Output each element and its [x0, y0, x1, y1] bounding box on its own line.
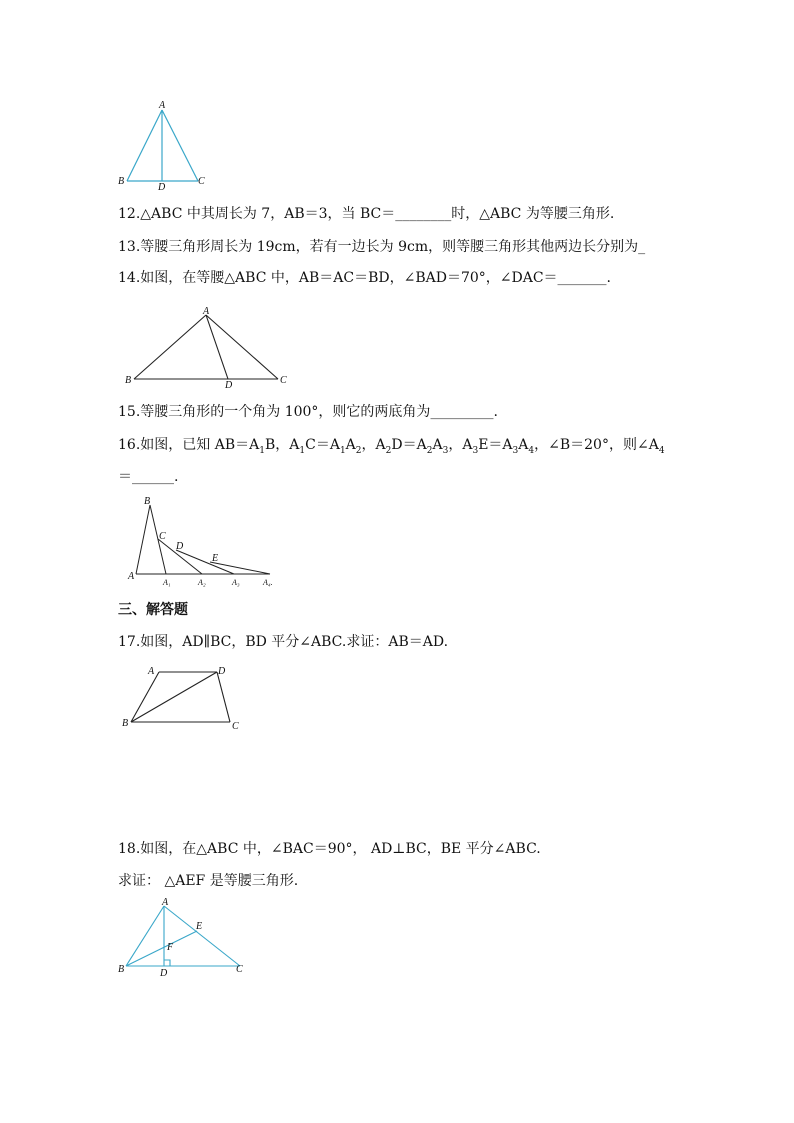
label-D: D [158, 182, 166, 193]
answer-blank: ______ [132, 469, 174, 485]
label-E: E [212, 553, 219, 564]
question-13: 13.等腰三角形周长为 19cm，若有一边长为 9cm，则等腰三角形其他两边长分别为_ [118, 239, 646, 255]
label-A: A [148, 666, 155, 677]
figure-18-right-triangle [118, 896, 253, 980]
label-A: A [128, 571, 135, 582]
label-D: D [176, 541, 184, 552]
label-B: B [144, 496, 151, 507]
label-C: C [159, 531, 166, 542]
question-14: 14.如图，在等腰△ABC 中，AB＝AC＝BD，∠BAD＝70°，∠DAC＝_______. [118, 270, 611, 286]
label-B: B [118, 176, 125, 187]
label-A3: A₃ [232, 578, 240, 587]
question-18-line1: 18.如图，在△ABC 中，∠BAC＝90°， AD⊥BC，BE 平分∠ABC. [118, 841, 541, 857]
label-B: B [125, 375, 132, 386]
label-C: C [232, 721, 239, 732]
label-D: D [225, 380, 233, 391]
figure-14-triangle [120, 305, 295, 393]
label-A: A [162, 897, 169, 908]
label-E: E [196, 921, 203, 932]
label-D: D [160, 968, 168, 979]
figure-isosceles-altitude [112, 98, 212, 192]
label-A2: A₂ [198, 578, 206, 587]
question-18-line2: 求证： △AEF 是等腰三角形. [118, 873, 299, 889]
label-B: B [122, 718, 129, 729]
label-B: B [118, 964, 125, 975]
label-A: A [203, 306, 210, 317]
question-15: 15.等腰三角形的一个角为 100°，则它的两底角为_________. [118, 404, 498, 420]
answer-blank: _________ [430, 404, 494, 420]
figure-17-trapezoid [118, 662, 248, 734]
label-C: C [198, 176, 205, 187]
label-A1: A₁ [163, 578, 171, 587]
label-A4: A₄. [263, 578, 273, 587]
answer-blank: _______ [557, 270, 607, 286]
label-D: D [218, 666, 226, 677]
question-16-answer-line: ＝______. [118, 469, 179, 485]
label-C: C [280, 375, 287, 386]
figure-16-chain [122, 495, 287, 590]
question-17: 17.如图，AD∥BC，BD 平分∠ABC.求证：AB＝AD. [118, 634, 449, 650]
label-A: A [159, 100, 166, 111]
section-title: 三、解答题 [118, 602, 188, 618]
question-16: 16.如图，已知 $AB=A_1B$，$A_1C=A_1A_2$，$A_2D=A_2A_3$，$A_3E=A_3A_4$，∠B＝20°，则$\angle A_4$ [118, 437, 665, 456]
label-C: C [236, 964, 243, 975]
answer-blank: ________ [395, 206, 452, 222]
question-12: 12.△ABC 中其周长为 7，AB＝3，当 BC＝________时，△ABC 为等腰三角形. [118, 206, 615, 222]
label-F: F [167, 942, 174, 953]
